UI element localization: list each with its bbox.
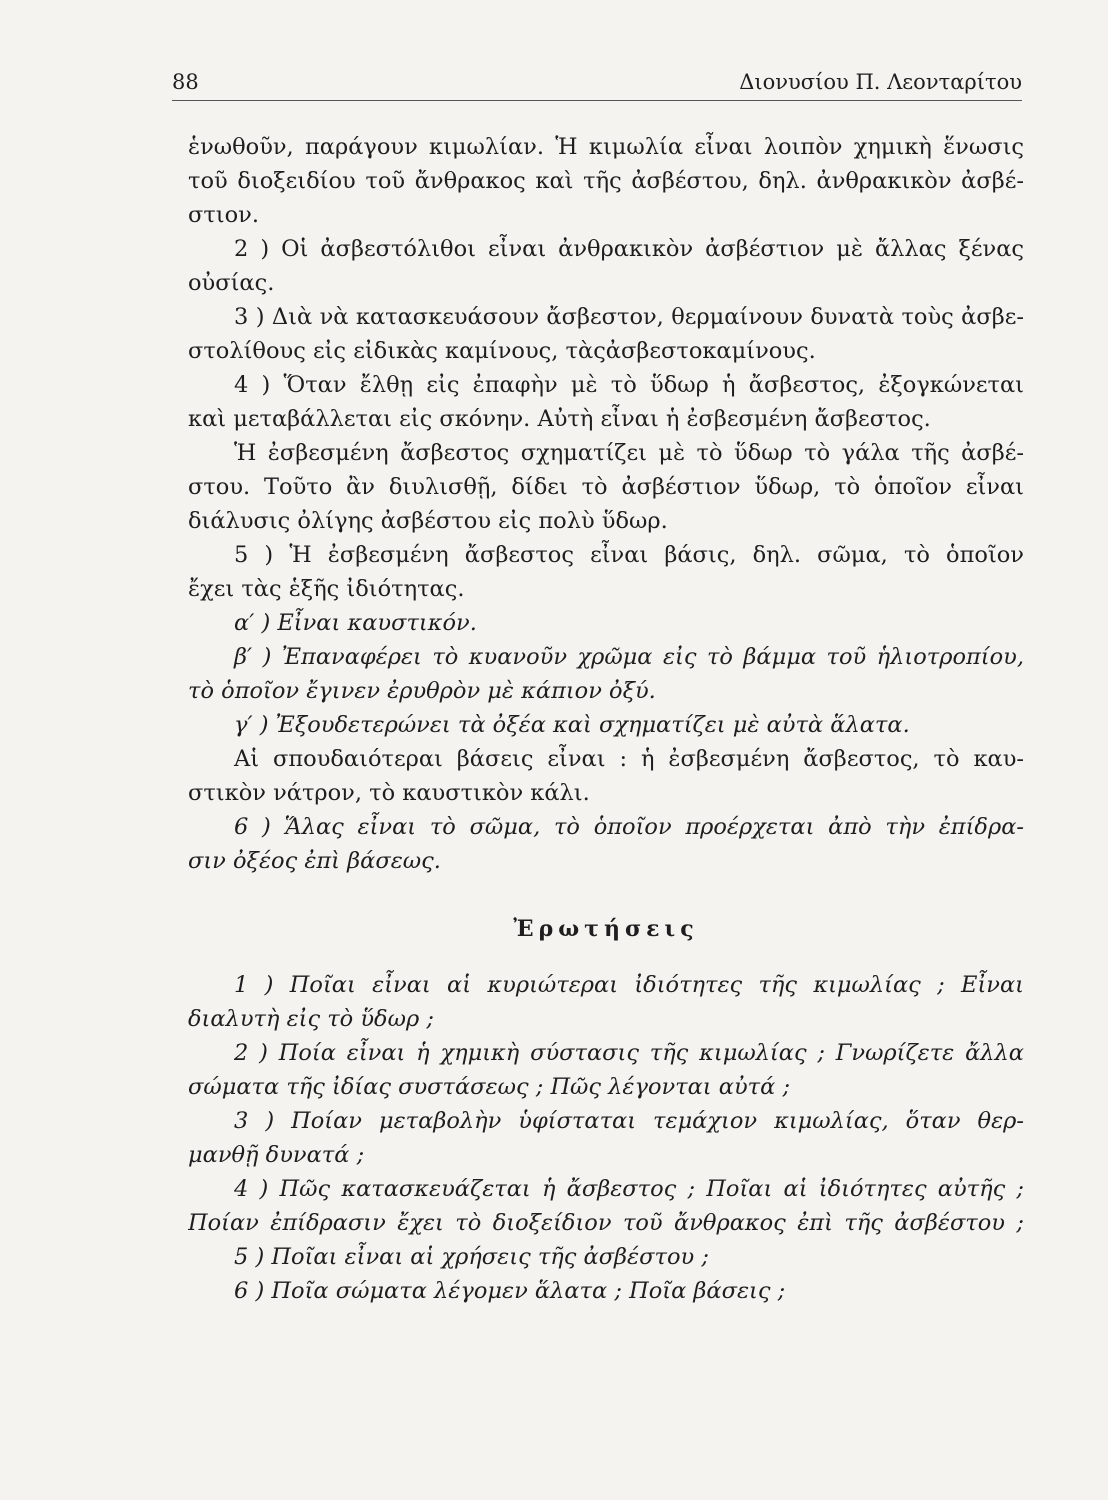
text-line: Ἡ ἐσβεσμένη ἄσβεστος σχηματίζει μὲ τὸ ὕδωρ τὸ γάλα τῆς ἀσβέ- [234,440,1024,466]
question-line: 6 ) Ποῖα σώματα λέγομεν ἅλατα ; Ποῖα βάσεις ; [234,1278,786,1304]
text-line: στολίθους εἰς εἰδικὰς καμίνους, τὰςἀσβεστοκαμίνους. [188,338,816,364]
page-number: 88 [172,70,199,94]
text-line: α′ ) Εἶναι καυστικόν. [234,610,477,636]
text-line: καὶ μεταβάλλεται εἰς σκόνην. Αὐτὴ εἶναι ἡ ἐσβεσμένη ἄσβεστος. [188,406,931,432]
text-line: 2 ) Οἱ ἀσβεστόλιθοι εἶναι ἀνθρακικὸν ἀσβέστιον μὲ ἄλλας ξένας [234,236,1024,262]
text-line: ἔχει τὰς ἑξῆς ἰδιότητας. [188,576,465,602]
text-line: 5 ) Ἡ ἐσβεσμένη ἄσβεστος εἶναι βάσις, δηλ. σῶμα, τὸ ὁποῖον [234,542,1024,568]
text-line: οὐσίας. [188,270,275,296]
question-line: 1 ) Ποῖαι εἶναι αἱ κυριώτεραι ἰδιότητες τῆς κιμωλίας ; Εἶναι [234,972,1024,998]
text-line: ἑνωθοῦν, παράγουν κιμωλίαν. Ἡ κιμωλία εἶναι λοιπὸν χημικὴ ἕνωσις [188,134,1024,160]
question-line: Ποίαν ἐπίδρασιν ἔχει τὸ διοξείδιον τοῦ ἄνθρακος ἐπὶ τῆς ἀσβέστου ; [188,1210,1024,1236]
question-line: διαλυτὴ εἰς τὸ ὕδωρ ; [188,1006,434,1032]
text-line: τοῦ διοξειδίου τοῦ ἄνθρακος καὶ τῆς ἀσβέστου, δηλ. ἀνθρακικὸν ἀσβέ- [188,168,1024,194]
text-line: γ′ ) Ἐξουδετερώνει τὰ ὀξέα καὶ σχηματίζει μὲ αὐτὰ ἅλατα. [234,712,910,738]
header-rule [172,100,1022,101]
question-line: μανθῇ δυνατά ; [188,1142,365,1168]
text-line: στου. Τοῦτο ἂν διυλισθῇ, δίδει τὸ ἀσβέστιον ὕδωρ, τὸ ὁποῖον εἶναι [188,474,1024,500]
question-line: 4 ) Πῶς κατασκευάζεται ἡ ἄσβεστος ; Ποῖαι αἱ ἰδιότητες αὐτῆς ; [234,1176,1024,1202]
page-header [172,70,1022,100]
question-line: 5 ) Ποῖαι εἶναι αἱ χρήσεις τῆς ἀσβέστου ; [234,1244,709,1270]
text-line: 3 ) Διὰ νὰ κατασκευάσουν ἄσβεστον, θερμαίνουν δυνατὰ τοὺς ἀσβε- [234,304,1024,330]
section-heading: Ἐρωτήσεις [513,916,699,942]
question-line: 3 ) Ποίαν μεταβολὴν ὑφίσταται τεμάχιον κιμωλίας, ὅταν θερ- [234,1108,1024,1134]
text-line: στικὸν νάτρον, τὸ καυστικὸν κάλι. [188,780,590,806]
running-head: Διονυσίου Π. Λεονταρίτου [739,70,1022,94]
text-line: στιον. [188,202,260,228]
question-line: σώματα τῆς ἰδίας συστάσεως ; Πῶς λέγονται αὐτά ; [188,1074,791,1100]
text-line: τὸ ὁποῖον ἔγινεν ἐρυθρὸν μὲ κάπιον ὀξύ. [188,678,656,704]
page-body [188,130,1024,1308]
text-line: Αἱ σπουδαιότεραι βάσεις εἶναι : ἡ ἐσβεσμένη ἄσβεστος, τὸ καυ- [234,746,1024,772]
text-line: β′ ) Ἐπαναφέρει τὸ κυανοῦν χρῶμα εἰς τὸ βάμμα τοῦ ἡλιοτροπίου, [234,644,1024,670]
text-line: διάλυσις ὀλίγης ἀσβέστου εἰς πολὺ ὕδωρ. [188,508,668,534]
text-line: 4 ) Ὅταν ἔλθῃ εἰς ἐπαφὴν μὲ τὸ ὕδωρ ἡ ἄσβεστος, ἐξογκώνεται [234,372,1024,398]
text-line: σιν ὀξέος ἐπὶ βάσεως. [188,848,441,874]
question-line: 2 ) Ποία εἶναι ἡ χημικὴ σύστασις τῆς κιμωλίας ; Γνωρίζετε ἄλλα [234,1040,1024,1066]
text-line: 6 ) Ἅλας εἶναι τὸ σῶμα, τὸ ὁποῖον προέρχεται ἀπὸ τὴν ἐπίδρα- [234,814,1024,840]
